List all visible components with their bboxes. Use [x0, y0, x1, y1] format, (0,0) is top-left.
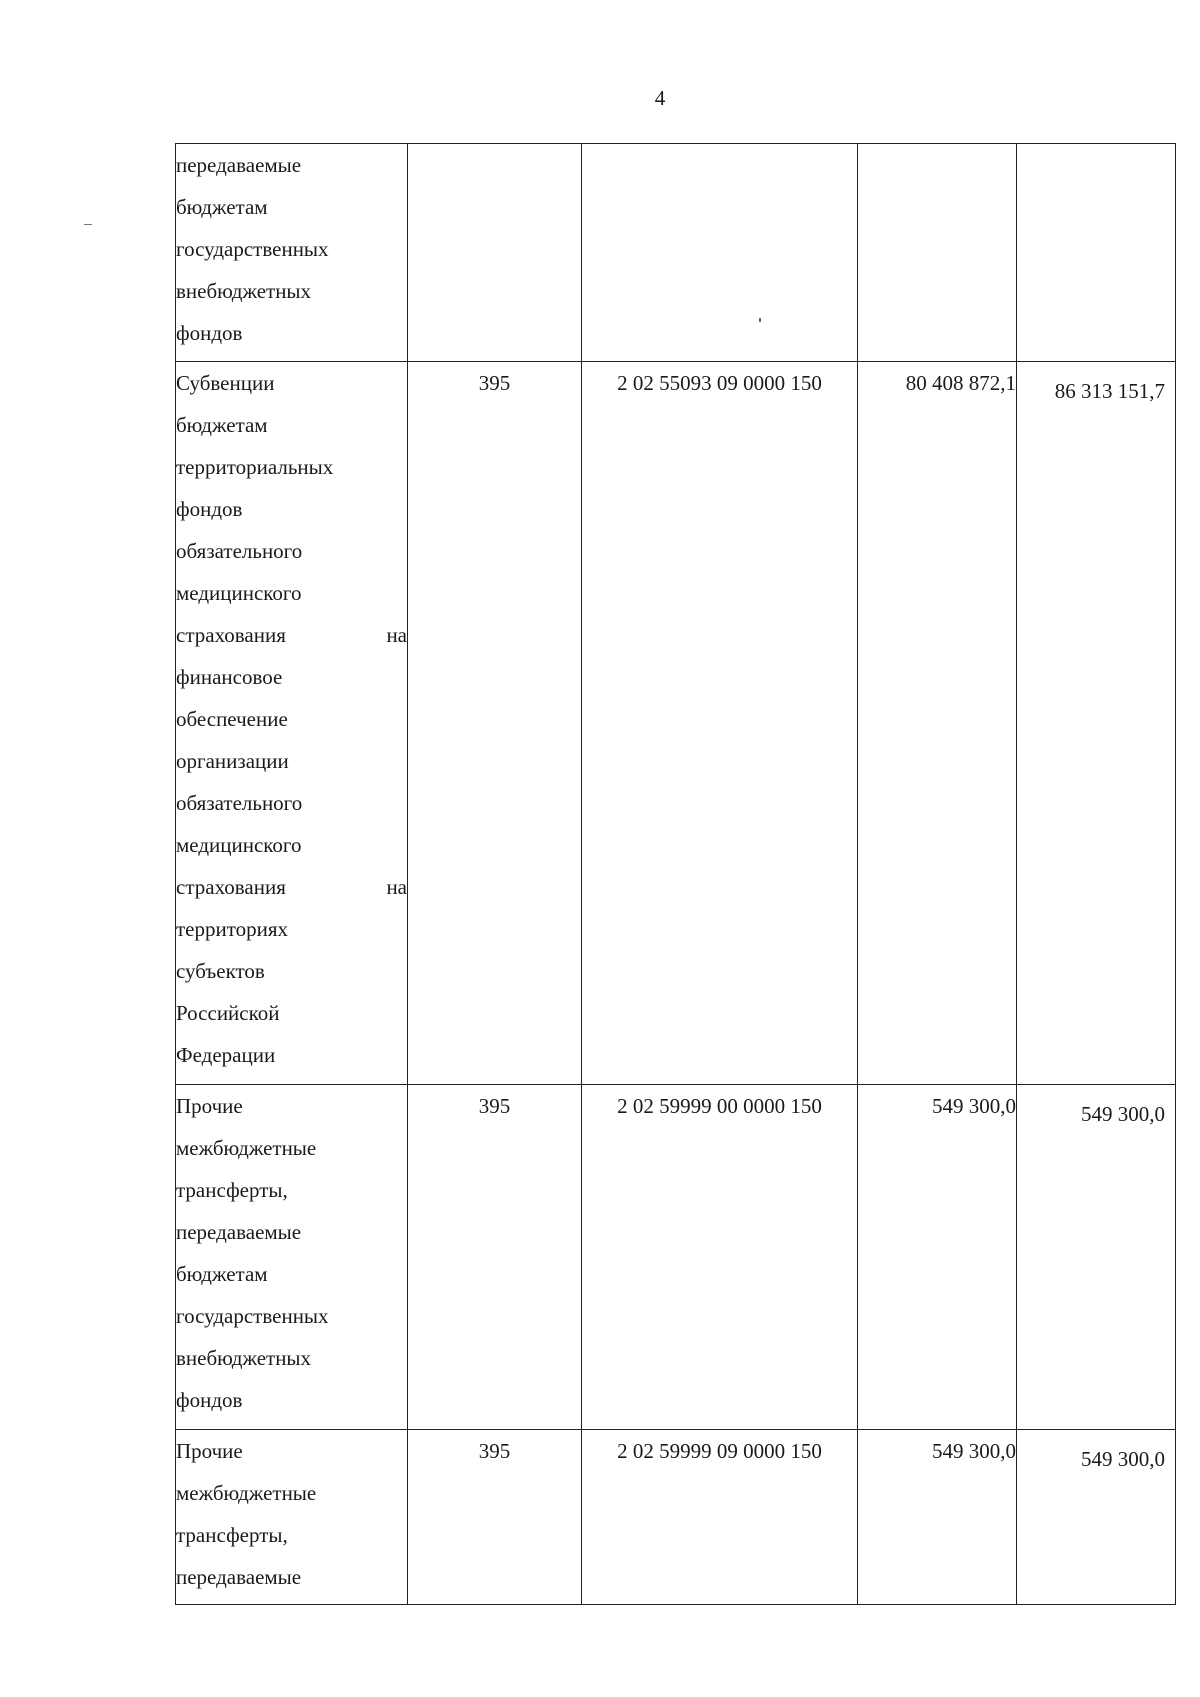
revenue-name-cell: Прочие межбюджетные трансферты, передаваемые бюджетам государственных внебюджетных фондов	[176, 1085, 408, 1430]
admin-code-cell: 395	[408, 1085, 582, 1430]
budget-code-cell: 2 02 55093 09 0000 150	[582, 362, 858, 1085]
table-row	[176, 144, 1176, 362]
amount-year2-cell	[1017, 144, 1176, 362]
budget-code-cell	[582, 144, 858, 362]
revenue-name-cell: передаваемые бюджетам государственных внебюджетных фондов	[176, 144, 408, 362]
revenue-name-cell	[176, 362, 408, 1085]
amount-year1-cell: 549 300,0	[858, 1430, 1017, 1605]
revenue-name-text: Субвенции бюджетам территориальных фондов обязательного медицинского	[176, 371, 334, 605]
revenue-name-word: на	[386, 623, 407, 647]
amount-year1-cell: 549 300,0	[858, 1085, 1017, 1430]
budget-code-cell: 2 02 59999 00 0000 150	[582, 1085, 858, 1430]
amount-year2-cell: 86 313 151,7	[1017, 362, 1176, 1085]
admin-code-cell: 395	[408, 1430, 582, 1605]
revenue-name-cell: Прочие межбюджетные трансферты, передаваемые	[176, 1430, 408, 1605]
amount-year1-cell: 80 408 872,1	[858, 362, 1017, 1085]
admin-code-cell	[408, 144, 582, 362]
revenue-name-word: на	[386, 875, 407, 899]
revenue-name-text: финансовое обеспечение организации обязательного медицинского	[176, 665, 303, 857]
revenue-name-justified-line	[176, 614, 407, 656]
scan-artifact	[759, 318, 761, 322]
amount-year2-cell: 549 300,0	[1017, 1430, 1176, 1605]
revenue-name-text: территориях субъектов Российской Федерации	[176, 917, 289, 1067]
revenue-name-justified-line	[176, 866, 407, 908]
budget-revenue-table	[175, 143, 1176, 1605]
amount-year1-cell	[858, 144, 1017, 362]
table-row	[176, 362, 1176, 1085]
admin-code-cell: 395	[408, 362, 582, 1085]
table-row	[176, 1430, 1176, 1605]
scan-artifact	[84, 224, 92, 225]
page-number: 4	[654, 86, 666, 110]
table-row	[176, 1085, 1176, 1430]
budget-code-cell: 2 02 59999 09 0000 150	[582, 1430, 858, 1605]
amount-year2-cell: 549 300,0	[1017, 1085, 1176, 1430]
revenue-name-word: страхования	[176, 623, 286, 647]
revenue-name-word: страхования	[176, 875, 286, 899]
